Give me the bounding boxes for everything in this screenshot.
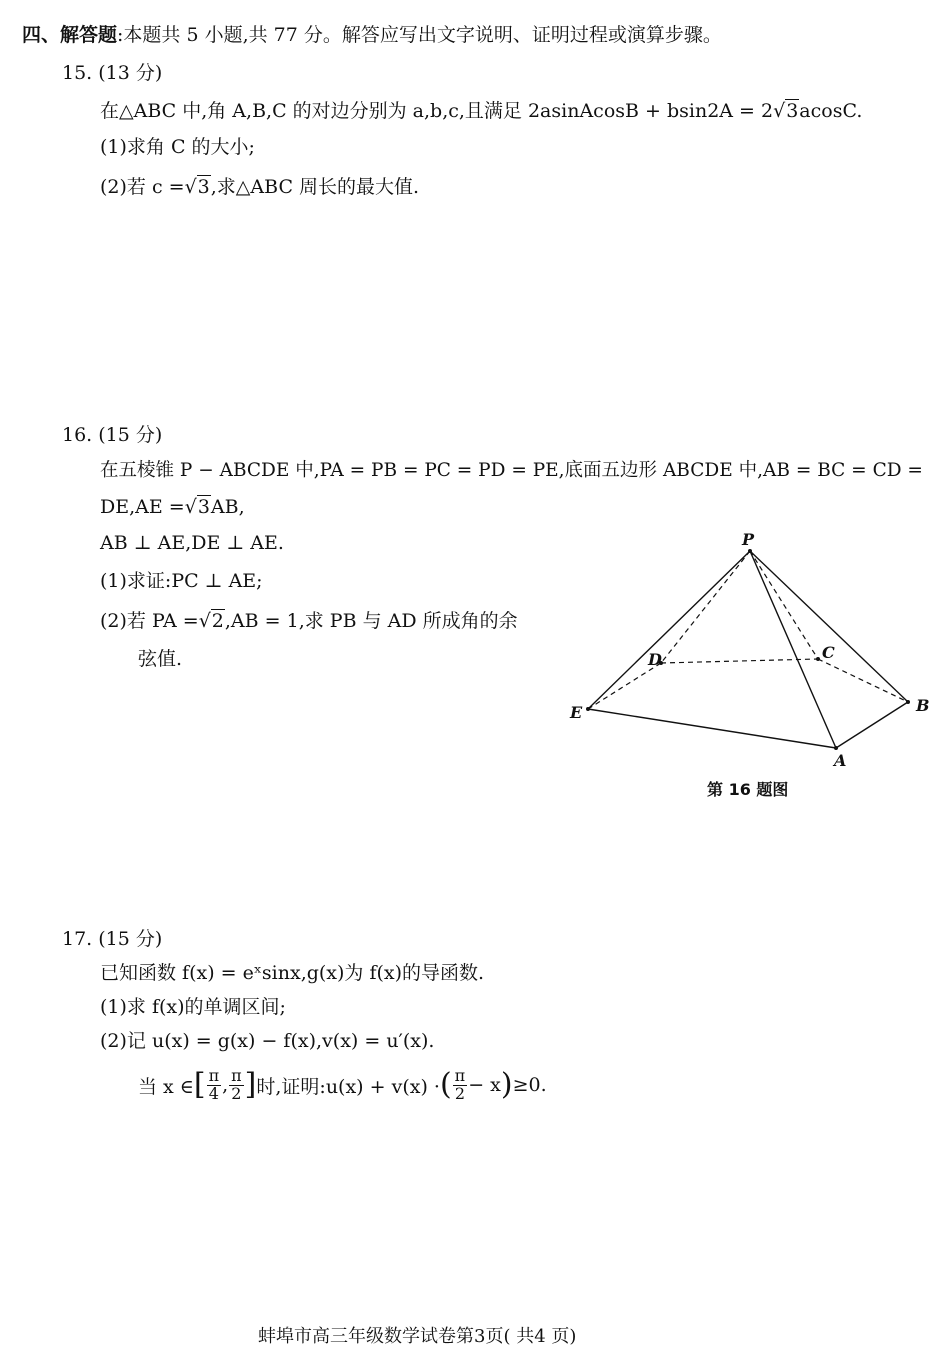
q15-score: (13 分) [98, 62, 163, 84]
q16-line2-tail: AB, [210, 496, 245, 518]
q15-heading [62, 58, 162, 85]
frac-denominator: 4 [208, 1083, 219, 1103]
q16-heading [62, 420, 162, 447]
label-b: B [916, 696, 930, 715]
q15-part2-root: 3 [197, 176, 210, 198]
q16-line1: 在五棱锥 P − ABCDE 中,PA = PB = PC = PD = PE,底面五边形 ABCDE 中,AB = BC = CD = [100, 460, 923, 481]
q16-number: 16. [62, 424, 93, 446]
q17-heading [62, 924, 162, 951]
vertex-e [586, 707, 590, 711]
bracket-open: [ [193, 1067, 206, 1102]
frac-pi-over-4 [207, 1065, 222, 1103]
bracket-close: ] [244, 1067, 257, 1102]
q15-number: 15. [62, 62, 93, 84]
q17-part3-tail: ≥0. [512, 1074, 547, 1096]
q16-part2 [100, 606, 518, 633]
edge-ed [588, 663, 661, 709]
q15-part2 [100, 172, 419, 199]
edge-pb [750, 551, 908, 702]
q16-line2 [100, 496, 245, 518]
q16-sqrt-sign: √ [184, 496, 197, 518]
q17-part3-middle: 时,证明:u(x) + v(x) · [256, 1075, 440, 1098]
frac-denominator: 2 [231, 1083, 242, 1103]
q16-line3: AB ⊥ AE,DE ⊥ AE. [100, 532, 284, 554]
q16-part1: (1)求证:PC ⊥ AE; [100, 570, 263, 592]
edge-pc [750, 551, 818, 659]
label-a: A [834, 751, 847, 770]
paren-open: ( [439, 1067, 452, 1102]
q16-line2-text: DE,AE = [100, 496, 185, 518]
q15-stem-root: 3 [786, 100, 799, 122]
paren-close: ) [500, 1067, 513, 1102]
q16-part2-text: (2)若 PA = [100, 610, 199, 632]
q16-part2-tail: ,AB = 1,求 PB 与 AD 所成角的余 [224, 610, 518, 632]
minus-x: − x [468, 1074, 501, 1096]
frac-denominator: 2 [454, 1083, 466, 1103]
q15-part2-sqrt-sign: √ [184, 176, 197, 198]
section-label: 四、解答题 [22, 24, 118, 46]
q17-part1: (1)求 f(x)的单调区间; [100, 996, 286, 1018]
vertex-p [748, 549, 752, 553]
q15-stem [100, 96, 862, 123]
section-description: :本题共 5 小题,共 77 分。解答应写出文字说明、证明过程或演算步骤。 [117, 24, 722, 46]
edge-ab [836, 702, 908, 748]
q16-score: (15 分) [98, 424, 163, 446]
q15-part2-text: (2)若 c = [100, 176, 185, 198]
page-footer: 蚌埠市高三年级数学试卷第3页( 共4 页) [258, 1326, 577, 1347]
section-header [22, 20, 722, 47]
label-p: P [742, 530, 755, 549]
label-e: E [570, 703, 583, 722]
q17-part2: (2)记 u(x) = g(x) − f(x),v(x) = u′(x). [100, 1030, 435, 1052]
edge-pe [588, 551, 750, 709]
q17-line1: 已知函数 f(x) = eˣsinx,g(x)为 f(x)的导函数. [100, 962, 485, 984]
frac-pi-over-2-b [453, 1065, 468, 1103]
edge-pd [661, 551, 750, 663]
q15-part1: (1)求角 C 的大小; [100, 136, 255, 158]
frac-numerator: π [454, 1065, 466, 1085]
frac-numerator: π [208, 1065, 220, 1085]
comma: , [222, 1074, 229, 1096]
frac-numerator: π [231, 1065, 242, 1085]
vertex-a [834, 746, 838, 750]
label-c: C [822, 643, 835, 662]
q16-part2-root: 2 [211, 610, 224, 632]
q17-part3 [138, 1060, 547, 1110]
figure-caption: 第 16 题图 [707, 780, 789, 799]
frac-pi-over-2 [229, 1065, 244, 1103]
pyramid-figure [560, 525, 940, 775]
edge-dc [661, 659, 818, 663]
edge-cb [818, 659, 908, 702]
q17-part3-text: 当 x ∈ [138, 1075, 194, 1098]
vertex-b [906, 700, 910, 704]
q17-number: 17. [62, 928, 93, 950]
q16-line2-root: 3 [197, 496, 210, 518]
vertex-c [816, 657, 820, 661]
q16-part2-continued: 弦值. [138, 648, 183, 670]
q15-part2-tail: ,求△ABC 周长的最大值. [210, 176, 420, 198]
edge-ea [588, 709, 836, 748]
q17-score: (15 分) [98, 928, 163, 950]
q16-part2-sqrt-sign: √ [198, 610, 211, 632]
q15-stem-tail: acosC. [799, 100, 863, 122]
q15-stem-text: 在△ABC 中,角 A,B,C 的对边分别为 a,b,c,且满足 2asinAcosB + bsin2A = 2 [100, 100, 774, 122]
label-d: D [648, 650, 662, 669]
q15-sqrt-sign: √ [773, 100, 786, 122]
